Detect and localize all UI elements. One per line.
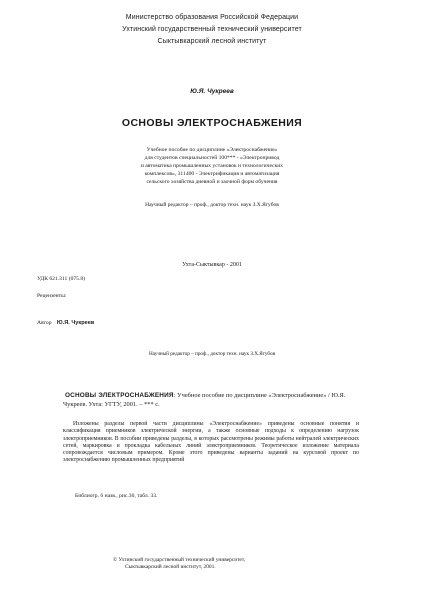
bibliography-info: Библиогр. 6 назв., рис.30, табл. 33. xyxy=(75,493,158,499)
udk-code: УДК 621.311 (075.8) xyxy=(37,276,86,282)
scientific-editor-2: Научный редактор – проф., доктор техн. наук З.Х.Ягубов xyxy=(148,351,276,357)
copyright-line: Сыктывкарский лесной институт, 2001. xyxy=(125,564,216,570)
reference-text: : Учебное пособие по дисциплине «Электроснабжение» / Ю.Я. Чукреев. Ухта: УГТУ, 2001. – *** с. xyxy=(63,392,346,408)
book-description xyxy=(0,146,424,186)
book-title: ОСНОВЫ ЭЛЕКТРОСНАБЖЕНИЯ xyxy=(121,117,303,129)
scientific-editor: Научный редактор – проф., доктор техн. наук З.Х.Ягубов xyxy=(145,202,279,208)
author-line xyxy=(37,320,94,326)
annotation: Изложены разделы первой части дисциплины «Электроснабжение» приведены основные понятия и классификация приемников электрической энергии, а также основные подходы к определению нагрузок электроприемников. В пособии приведены разделы, в которых рассмотрены режимы работы нейтралей электрических сетей, маркировка и прокладка кабельных линий электроприемников. Теоретическое изложение материала сопровождается числовым примером. Кроме этого приведены варианты заданий на курсовой проект по электроснабжению промышленных предприятий xyxy=(63,421,359,464)
reviewers-label: Рецензенты: xyxy=(37,293,67,299)
reference-title: ОСНОВЫ ЭЛЕКТРОСНАБЖЕНИЯ xyxy=(65,392,174,399)
copyright xyxy=(113,557,245,571)
bibliographic-reference xyxy=(63,391,359,409)
author-name: Ю.Я. Чукреев xyxy=(190,88,234,95)
description-line: Учебное пособие по дисциплине «Электроснабжение» xyxy=(146,147,278,153)
description-line: для студентов специальностей 100*** - «Электропривод xyxy=(144,155,280,161)
university-line: Ухтинский государственный технический университет xyxy=(122,26,302,33)
ministry-line: Министерство образования Российской Федерации xyxy=(125,14,299,21)
institute-line: Сыктывкарский лесной институт xyxy=(157,38,267,45)
city-year: Ухта-Сыктывкар - 2001 xyxy=(182,262,242,268)
description-line: и автоматика промышленных установок и технологических xyxy=(140,163,284,169)
description-line: комплексов», 311400 - Электрификация и автоматизация xyxy=(144,171,280,177)
copyright-line: © Ухтинский государственный технический университет, xyxy=(113,557,246,563)
description-line: сельского хозяйства дневной и заочной форм обучения xyxy=(146,179,278,185)
author-label: Автор xyxy=(37,320,52,326)
author-line-name: Ю.Я. Чукреев xyxy=(56,320,95,326)
